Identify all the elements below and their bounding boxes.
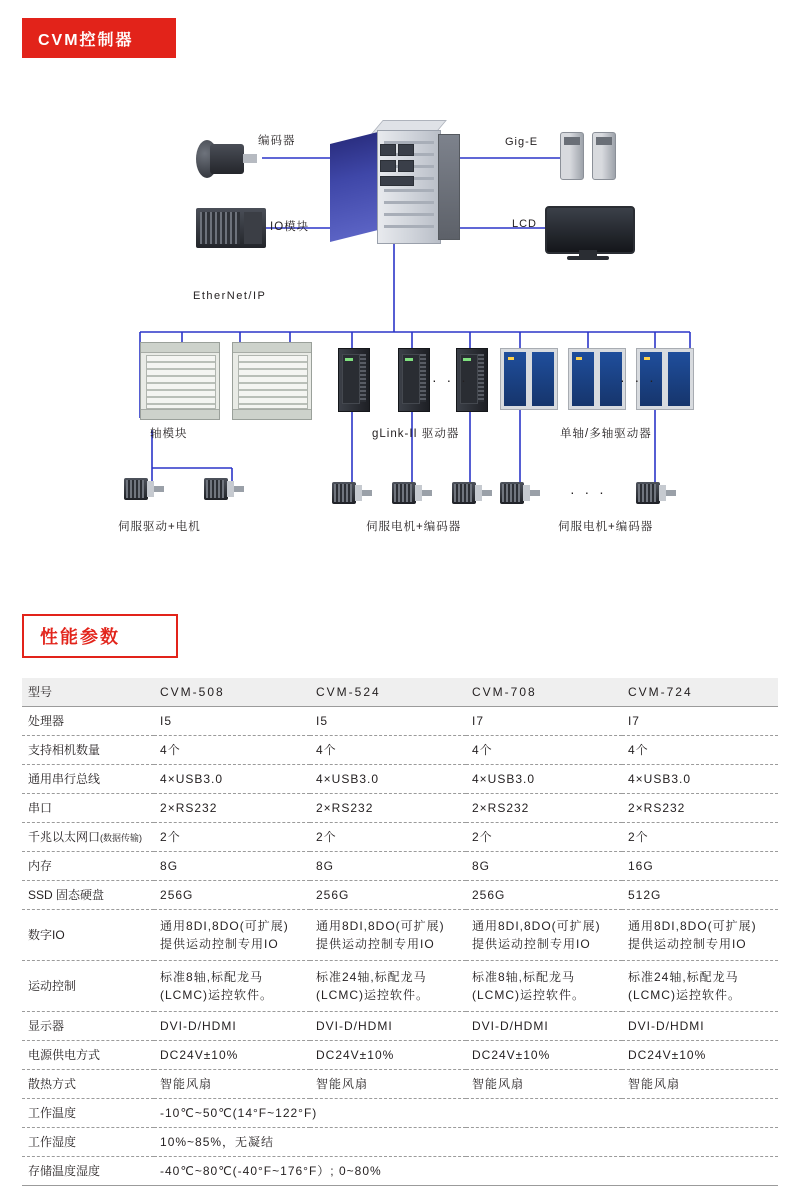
row-label: SSD 固态硬盘 (22, 881, 154, 910)
spec-table (22, 678, 778, 1186)
table-cell: DVI-D/HDMI (310, 1012, 466, 1041)
table-cell: DVI-D/HDMI (622, 1012, 778, 1041)
table-cell: 通用8DI,8DO(可扩展) 提供运动控制专用IO (310, 910, 466, 961)
table-header-row (22, 678, 778, 707)
col-header-cvm-508: CVM-508 (154, 678, 310, 707)
table-row (22, 1128, 778, 1157)
axis-module-rack-1 (140, 342, 220, 420)
row-label: 支持相机数量 (22, 736, 154, 765)
table-cell: 4×USB3.0 (622, 765, 778, 794)
table-cell: 512G (622, 881, 778, 910)
table-cell: DC24V±10% (466, 1041, 622, 1070)
servo-motor-encoder-1 (332, 482, 372, 504)
table-cell: 8G (154, 852, 310, 881)
table-cell: I5 (310, 707, 466, 736)
table-cell: I7 (622, 707, 778, 736)
col-header-cvm-524: CVM-524 (310, 678, 466, 707)
label-servo-motor-encoder-left: 伺服电机+编码器 (366, 521, 462, 533)
table-cell: 智能风扇 (466, 1070, 622, 1099)
table-cell: 2个 (622, 823, 778, 852)
row-label: 通用串行总线 (22, 765, 154, 794)
gige-camera-1 (560, 132, 584, 180)
table-cell: DVI-D/HDMI (466, 1012, 622, 1041)
row-label: 运动控制 (22, 961, 154, 1012)
controller-ports (380, 144, 434, 204)
table-row (22, 1157, 778, 1186)
table-row (22, 881, 778, 910)
table-cell: 4×USB3.0 (154, 765, 310, 794)
table-cell: 16G (622, 852, 778, 881)
glink-driver-ellipsis: · · · (432, 372, 469, 388)
table-cell: 智能风扇 (310, 1070, 466, 1099)
table-cell: 4个 (466, 736, 622, 765)
label-servo-drive-motor: 伺服驱动+电机 (118, 521, 201, 533)
table-cell: 2×RS232 (622, 794, 778, 823)
cvm-controller-device (330, 130, 458, 240)
table-row (22, 1012, 778, 1041)
servo-motor-encoder-4 (500, 482, 540, 504)
label-lcd: LCD (512, 218, 538, 230)
servo-motor-encoder-3 (452, 482, 492, 504)
table-cell: I7 (466, 707, 622, 736)
table-cell: 256G (466, 881, 622, 910)
table-row (22, 794, 778, 823)
section-header-controller (22, 18, 176, 58)
row-label: 散热方式 (22, 1070, 154, 1099)
servo-motor-encoder-2 (392, 482, 432, 504)
glink-driver-2 (398, 348, 430, 412)
servo-motor-ellipsis: · · · (570, 484, 607, 500)
table-cell: 2个 (154, 823, 310, 852)
table-row (22, 736, 778, 765)
table-row (22, 1099, 778, 1128)
label-encoder: 编码器 (258, 135, 296, 147)
table-row (22, 765, 778, 794)
table-cell: DVI-D/HDMI (154, 1012, 310, 1041)
table-cell-full: 10%~85%，无凝结 (154, 1128, 778, 1157)
single-multi-driver-ellipsis: · · · (620, 372, 657, 388)
table-cell-full: -40℃~80℃(-40°F~176°F）; 0~80% (154, 1157, 778, 1186)
table-cell: 智能风扇 (622, 1070, 778, 1099)
glink-driver-1 (338, 348, 370, 412)
row-label: 内存 (22, 852, 154, 881)
label-single-multi-driver: 单轴/多轴驱动器 (560, 428, 652, 440)
table-cell: 256G (154, 881, 310, 910)
label-io-module: IO模块 (270, 221, 310, 233)
row-label: 千兆以太网口(数据传输) (22, 823, 154, 852)
table-row (22, 961, 778, 1012)
servo-motor-encoder-5 (636, 482, 676, 504)
table-body (22, 707, 778, 1186)
section-header-specs-label: 性能参数 (40, 627, 120, 647)
servo-drive-motor-2 (204, 478, 244, 500)
table-cell: 4×USB3.0 (466, 765, 622, 794)
table-cell: DC24V±10% (622, 1041, 778, 1070)
label-ethernet-ip: EtherNet/IP (193, 290, 267, 302)
table-cell: 4个 (154, 736, 310, 765)
servo-drive-motor-1 (124, 478, 164, 500)
section-header-controller-label: CVM控制器 (38, 31, 134, 49)
table-cell: 4个 (622, 736, 778, 765)
row-label-note: (数据传输) (100, 833, 143, 843)
table-cell: 标准8轴,标配龙马 (LCMC)运控软件。 (154, 961, 310, 1012)
col-header-cvm-708: CVM-708 (466, 678, 622, 707)
label-servo-motor-encoder-right: 伺服电机+编码器 (558, 521, 654, 533)
table-cell: 2个 (466, 823, 622, 852)
single-multi-driver-1 (500, 348, 558, 410)
table-cell: 4×USB3.0 (310, 765, 466, 794)
row-label: 工作温度 (22, 1099, 154, 1128)
table-cell: DC24V±10% (154, 1041, 310, 1070)
table-row (22, 1041, 778, 1070)
table-row (22, 823, 778, 852)
label-axis-module: 轴模块 (150, 428, 188, 440)
table-cell: 2×RS232 (310, 794, 466, 823)
table-row (22, 852, 778, 881)
system-diagram (0, 70, 800, 590)
table-row (22, 910, 778, 961)
row-label: 显示器 (22, 1012, 154, 1041)
table-cell: 标准8轴,标配龙马 (LCMC)运控软件。 (466, 961, 622, 1012)
table-cell: 2个 (310, 823, 466, 852)
row-label: 工作湿度 (22, 1128, 154, 1157)
table-cell: 标准24轴,标配龙马 (LCMC)运控软件。 (622, 961, 778, 1012)
io-module-device (196, 208, 266, 248)
label-glink-driver: gLink-II 驱动器 (372, 428, 460, 440)
axis-module-rack-2 (232, 342, 312, 420)
row-label: 电源供电方式 (22, 1041, 154, 1070)
row-label: 数字IO (22, 910, 154, 961)
section-header-specs (22, 614, 178, 658)
row-label: 处理器 (22, 707, 154, 736)
label-gige: Gig-E (505, 136, 539, 148)
table-row (22, 1070, 778, 1099)
col-header-model: 型号 (22, 678, 154, 707)
lcd-monitor-device (545, 206, 631, 262)
single-multi-driver-2 (568, 348, 626, 410)
table-cell: 通用8DI,8DO(可扩展) 提供运动控制专用IO (622, 910, 778, 961)
table-cell: 通用8DI,8DO(可扩展) 提供运动控制专用IO (466, 910, 622, 961)
table-cell: 8G (466, 852, 622, 881)
table-cell: DC24V±10% (310, 1041, 466, 1070)
table-cell-full: -10℃~50℃(14°F~122°F) (154, 1099, 778, 1128)
table-cell: 2×RS232 (466, 794, 622, 823)
table-cell: 8G (310, 852, 466, 881)
table-cell: 4个 (310, 736, 466, 765)
table-cell: 通用8DI,8DO(可扩展) 提供运动控制专用IO (154, 910, 310, 961)
row-label: 串口 (22, 794, 154, 823)
gige-camera-2 (592, 132, 616, 180)
encoder-device (196, 138, 262, 182)
table-cell: 智能风扇 (154, 1070, 310, 1099)
table-cell: 标准24轴,标配龙马 (LCMC)运控软件。 (310, 961, 466, 1012)
table-cell: I5 (154, 707, 310, 736)
table-cell: 2×RS232 (154, 794, 310, 823)
table-cell: 256G (310, 881, 466, 910)
table-row (22, 707, 778, 736)
row-label: 存储温度湿度 (22, 1157, 154, 1186)
col-header-cvm-724: CVM-724 (622, 678, 778, 707)
